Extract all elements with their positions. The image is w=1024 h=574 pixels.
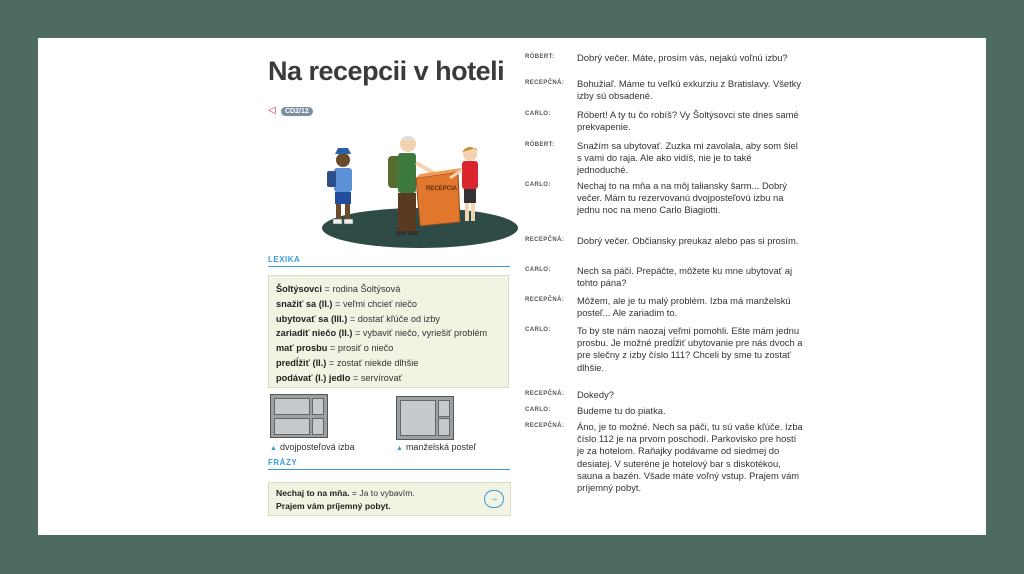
dialog-line: RÓBERT: Dobrý večer. Máte, prosím vás, nejakú voľnú izbu?: [525, 52, 788, 63]
dialog-line: CARLO: To by ste nám naozaj veľmi pomohli. Ešte mám jednu prosbu. Je možné predĺžiť ubytovanie pre nás dvoch a pre slečny z izby číslo 111? Chceli by sme tu zostať dlhšie.: [525, 325, 803, 373]
page-title: Na recepcii v hoteli: [268, 56, 505, 86]
dialog-line: RECEPČNÁ: Bohužiaľ. Máme tu veľkú exkurziu z Bratislavy. Všetky izby sú obsadené.: [525, 78, 802, 102]
twin-bed-label: ▲ dvojposteľová izba: [270, 442, 355, 452]
lexika-item: ubytovať sa (III.) = dostať kľúče od izby: [276, 313, 440, 324]
dialog-line: CARLO: Róbert! A ty tu čo robíš? Vy Šoltýsovci ste dnes samé prekvapenie.: [525, 109, 799, 133]
listen-icon[interactable]: →: [484, 490, 504, 508]
dialog-line: CARLO: Budeme tu do piatka.: [525, 405, 666, 416]
frazy-item: Nechaj to na mňa. = Ja to vybavím.: [276, 488, 415, 498]
reception-illustration: [308, 98, 518, 253]
dialog-line: RECEPČNÁ: Dobrý večer. Občiansky preukaz alebo pas si prosím.: [525, 235, 799, 246]
lexika-item: snažiť sa (II.) = veľmi chcieť niečo: [276, 298, 417, 309]
reception-desk: [416, 168, 462, 226]
lexika-box: [268, 275, 509, 388]
lexika-item: zariadiť niečo (II.) = vybaviť niečo, vyriešiť problém: [276, 328, 488, 339]
dialog-line: RECEPČNÁ: Dokedy?: [525, 389, 615, 400]
lexika-divider: [268, 266, 510, 267]
dialog-line: RECEPČNÁ: Môžem, ale je tu malý problém. Izba má manželskú posteľ... Ale zariadim to.: [525, 295, 791, 319]
frazy-divider: [268, 469, 510, 470]
boy-figure: [327, 148, 353, 224]
dialog-line: RÓBERT: Snažím sa ubytovať. Zuzka mi zavolala, aby som šiel s vami do raja. Ale ako vidíš, nie je to také jednoduché.: [525, 140, 798, 176]
frazy-item: Prajem vám príjemný pobyt.: [276, 500, 391, 511]
svg-text:RECEPCIA: RECEPCIA: [426, 186, 458, 192]
frazy-box: [268, 482, 511, 516]
lexika-item: predĺžiť (II.) = zostať niekde dlhšie: [276, 357, 419, 368]
lexika-item: podávať (I.) jedlo = servírovať: [276, 372, 403, 383]
audio-track[interactable]: [268, 106, 313, 116]
frazy-heading: FRÁZY: [268, 458, 298, 467]
lexika-item: Šoltýsovci = rodina Šoltýsová: [276, 284, 401, 294]
lexika-item: mať prosbu = prosiť o niečo: [276, 343, 394, 354]
dialog-line: CARLO: Nechaj to na mňa a na môj taliansky šarm... Dobrý večer. Mám tu rezervovanú dvojposteľovú izbu na jednu noc na meno Carlo Biagiotti.: [525, 180, 787, 216]
slide: [38, 38, 986, 535]
lexika-heading: LEXIKA: [268, 255, 301, 264]
double-bed-icon: [396, 396, 454, 440]
textbook-page: [268, 38, 803, 535]
cd-track-badge: CD2/12: [281, 107, 313, 116]
double-bed-label: ▲ manželská posteľ: [396, 442, 477, 452]
dialog: [525, 52, 805, 494]
dialog-line: CARLO: Nech sa páči. Prepáčte, môžete ku mne ubytovať aj tohto pána?: [525, 265, 793, 289]
dialog-line: RECEPČNÁ: Áno, je to možné. Nech sa páči, tu sú vaše kľúče. Izba číslo 112 je na prvom poschodí. Parkovisko pre hostí je za hotelom. Raňajky podávame od siedmej do desiatej. V suteréne je hotelový bar s diskotékou, sauna a bazén. Všade máte voľný vstup. Prajem vám príjemný pobyt.: [525, 421, 803, 494]
speaker-icon: ◁: [268, 105, 276, 116]
twin-bed-icon: [270, 394, 328, 438]
